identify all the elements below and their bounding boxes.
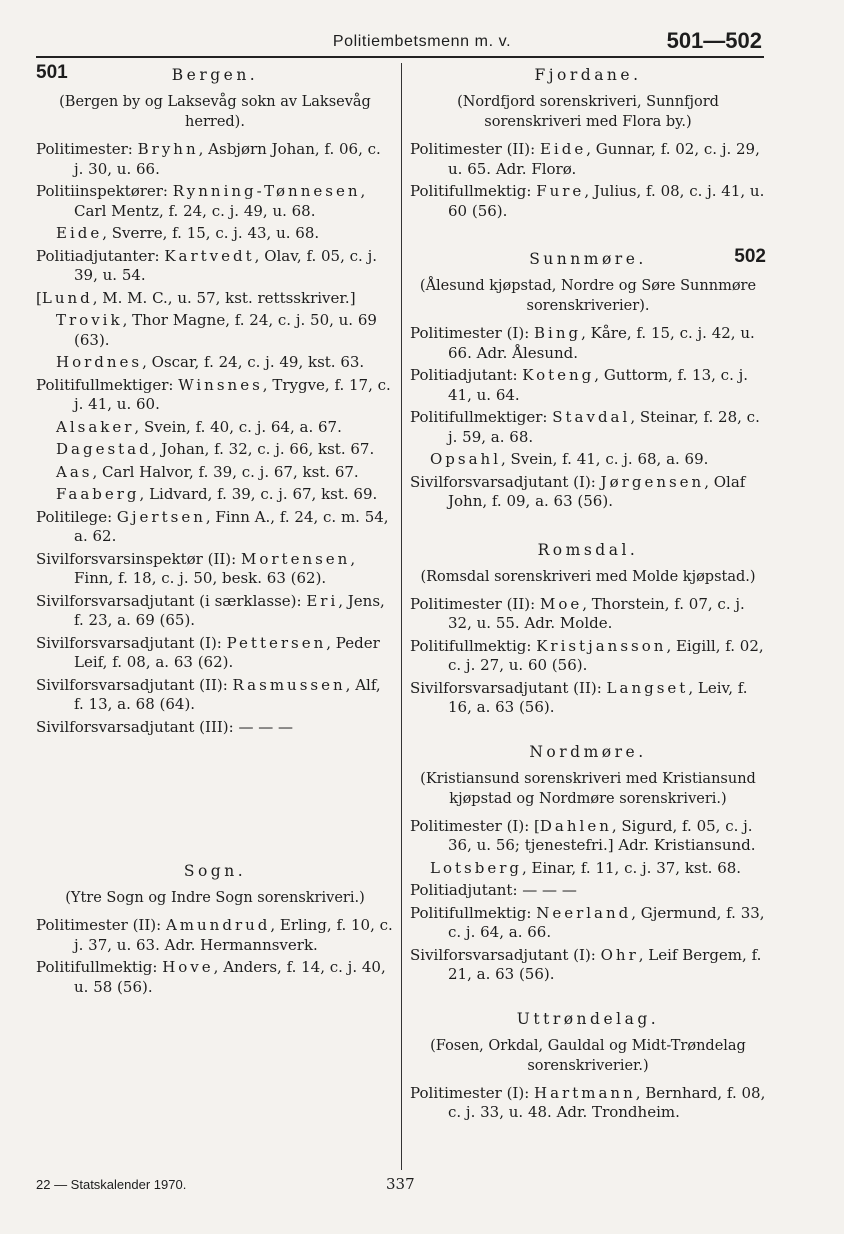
entry-bracket: [	[36, 288, 42, 307]
section-title: Sunnmøre.	[529, 250, 647, 268]
entry-label: Sivilforsvarsinspektør (II):	[36, 549, 241, 568]
entry-details: , Leif Bergem, f. 21, a. 63 (56).	[448, 945, 762, 983]
entry-details: , Finn, f. 18, c. j. 50, besk. 63 (62).	[74, 549, 356, 587]
entry-details: , Gjermund, f. 33, c. j. 64, a. 66.	[448, 903, 765, 941]
entry-label: Politimester (II):	[36, 916, 166, 934]
entry-surname: Jørgensen	[600, 472, 705, 491]
entry-label: Sivilforsvarsadjutant (II):	[410, 678, 607, 697]
section-subtitle: (Ålesund kjøpstad, Nordre og Søre Sunnmøre sorenskriverier).	[419, 278, 757, 314]
section-subtitle: (Nordfjord sorenskriveri, Sunnfjord sorenskriveri med Flora by.)	[457, 94, 719, 130]
section-number: 502	[734, 246, 766, 267]
entry-surname: Mortensen	[240, 549, 351, 568]
entry-list-bergen	[36, 140, 394, 737]
entry-surname: Trovik	[56, 311, 123, 329]
entry-surname: Bing	[534, 324, 582, 342]
entry-surname: Kristjansson	[536, 636, 667, 655]
entry-surname: Alsaker	[56, 417, 135, 436]
entry-details: , Thorstein, f. 07, c. j. 32, u. 55. Adr. Molde.	[448, 594, 745, 632]
entry-surname: Rasmussen	[232, 675, 346, 694]
section-subtitle: (Bergen by og Laksevåg sokn av Laksevåg herred).	[59, 94, 371, 130]
section-heading-bergen	[36, 62, 394, 88]
entry-surname: Opsahl	[430, 450, 501, 468]
personnel-entry	[410, 473, 766, 512]
entry-surname: Gjertsen	[116, 507, 206, 526]
entry-label: Sivilforsvarsadjutant (I):	[410, 472, 601, 491]
entry-details: , Svein, f. 40, c. j. 64, a. 67.	[134, 417, 342, 436]
section-title: Fjordane.	[534, 66, 642, 84]
section-title: Uttrøndelag.	[516, 1009, 660, 1028]
personnel-entry	[410, 1084, 766, 1123]
entry-label: Politiinspektører:	[36, 182, 173, 200]
entry-surname: Pettersen	[226, 633, 327, 652]
entry-surname: Hove	[162, 958, 214, 976]
entry-list-fjordane	[410, 140, 766, 221]
personnel-entry	[36, 182, 394, 221]
entry-details: , Olav, f. 05, c. j. 39, u. 54.	[74, 246, 377, 284]
entry-label: Politifullmektiger:	[36, 375, 179, 394]
entry-details: , M. M. C., u. 57, kst. rettsskriver.]	[92, 288, 356, 307]
personnel-entry	[36, 289, 394, 309]
entry-label: Sivilforsvarsadjutant (i særklasse):	[36, 591, 307, 610]
entry-surname: Stavdal	[552, 408, 631, 426]
left-column	[36, 62, 394, 1000]
section-heading-fjordane	[410, 62, 766, 88]
entry-label: Politilege:	[36, 507, 117, 526]
entry-surname: Lotsberg	[430, 858, 522, 877]
entry-surname: Aas	[56, 462, 93, 481]
entry-label: Politifullmektig:	[410, 182, 537, 200]
entry-bracket: [	[534, 816, 540, 835]
entry-surname: Hordnes	[56, 353, 143, 371]
entry-details: , Gunnar, f. 02, c. j. 29, u. 65. Adr. Florø.	[448, 140, 760, 178]
entry-surname: Koteng	[522, 366, 595, 384]
entry-details: , Jens, f. 23, a. 69 (65).	[74, 591, 385, 629]
entry-surname: Kartvedt	[164, 246, 255, 265]
section-subtitle: (Fosen, Orkdal, Gauldal og Midt-Trøndelag sorenskriverier.)	[430, 1037, 746, 1074]
entry-surname: Hartmann	[534, 1083, 636, 1102]
entry-label: Politifullmektig:	[36, 958, 163, 976]
entry-details: , Julius, f. 08, c. j. 41, u. 60 (56).	[448, 182, 765, 220]
entry-surname: Amundrud	[165, 916, 271, 934]
personnel-entry	[410, 140, 766, 179]
entry-label: Sivilforsvarsadjutant (I):	[410, 945, 601, 964]
entry-details: , Finn A., f. 24, c. m. 54, a. 62.	[74, 507, 389, 545]
entry-label: Sivilforsvarsadjutant (I):	[36, 633, 227, 652]
personnel-entry	[36, 916, 394, 955]
entry-details: — — —	[238, 717, 294, 736]
entry-list-sunnmore	[410, 324, 766, 512]
entry-label: Politimester (I):	[410, 324, 535, 342]
personnel-entry	[36, 634, 394, 673]
entry-list-uttrondelag	[410, 1084, 766, 1123]
entry-label: Politifullmektiger:	[410, 408, 553, 426]
personnel-entry	[36, 718, 394, 738]
personnel-entry	[410, 679, 766, 718]
personnel-entry	[36, 376, 394, 415]
personnel-entry	[36, 508, 394, 547]
section-heading-romsdal	[410, 537, 766, 563]
entry-details: , Eigill, f. 02, c. j. 27, u. 60 (56).	[448, 636, 764, 674]
personnel-entry	[36, 676, 394, 715]
entry-details: , Bernhard, f. 08, c. j. 33, u. 48. Adr. Trondheim.	[448, 1083, 766, 1121]
entry-label: Sivilforsvarsadjutant (II):	[36, 675, 233, 694]
entry-label: Politimester:	[36, 140, 138, 158]
entry-surname: Moe	[539, 594, 583, 613]
personnel-entry	[410, 946, 766, 985]
entry-surname: Bryhn	[137, 140, 199, 158]
section-title: Sogn.	[183, 862, 247, 880]
entry-label: Sivilforsvarsadjutant (III):	[36, 717, 239, 736]
personnel-entry	[410, 450, 766, 470]
entry-details: , Sigurd, f. 05, c. j. 36, u. 56; tjenestefri.] Adr. Kristiansund.	[448, 816, 756, 854]
entry-label: Politimester (I):	[410, 816, 535, 835]
section-title: Nordmøre.	[529, 742, 647, 761]
personnel-entry	[36, 140, 394, 179]
entry-details: , Lidvard, f. 39, c. j. 67, kst. 69.	[139, 485, 378, 503]
running-header-title: Politiembetsmenn m. v.	[332, 33, 512, 50]
section-title: Romsdal.	[537, 540, 639, 559]
entry-details: , Erling, f. 10, c. j. 37, u. 63. Adr. Hermannsverk.	[74, 916, 393, 954]
running-header-page-range: 501—502	[666, 28, 762, 53]
entry-details: , Steinar, f. 28, c. j. 59, a. 68.	[448, 408, 760, 446]
entry-details: , Peder Leif, f. 08, a. 63 (62).	[74, 633, 380, 671]
entry-details: , Olaf John, f. 09, a. 63 (56).	[448, 472, 746, 510]
entry-details: , Svein, f. 41, c. j. 68, a. 69.	[501, 450, 709, 468]
entry-details: , Trygve, f. 17, c. j. 41, u. 60.	[74, 375, 391, 413]
entry-label: Politiadjutanter:	[36, 246, 165, 265]
entry-label: Politimester (II):	[410, 594, 540, 613]
section-heading-sogn	[36, 858, 394, 884]
entry-details: , Guttorm, f. 13, c. j. 41, u. 64.	[448, 366, 749, 404]
entry-details: , Carl Halvor, f. 39, c. j. 67, kst. 67.	[92, 462, 359, 481]
entry-details: , Einar, f. 11, c. j. 37, kst. 68.	[521, 858, 742, 877]
personnel-entry	[410, 366, 766, 405]
personnel-entry	[36, 311, 394, 350]
entry-surname: Fure	[536, 182, 585, 200]
header-rule	[36, 56, 764, 58]
personnel-entry	[36, 550, 394, 589]
personnel-entry	[36, 592, 394, 631]
entry-details: , Kåre, f. 15, c. j. 42, u. 66. Adr. Ålesund.	[448, 324, 755, 362]
footer-source: 22 — Statskalender 1970.	[36, 1177, 187, 1192]
personnel-entry	[36, 353, 394, 373]
entry-details: — — —	[522, 881, 577, 899]
entry-surname: Ohr	[600, 945, 639, 964]
section-heading-uttrondelag	[410, 1006, 766, 1032]
personnel-entry	[410, 817, 766, 856]
entry-surname: Rynning-Tønnesen	[172, 182, 361, 200]
personnel-entry	[410, 859, 766, 879]
entry-surname: Faaberg	[56, 485, 140, 503]
personnel-entry	[36, 440, 394, 460]
entry-label: Politimester (I):	[410, 1083, 535, 1102]
personnel-entry	[36, 958, 394, 997]
entry-list-nordmore	[410, 817, 766, 985]
entry-details: , Carl Mentz, f. 24, c. j. 49, u. 68.	[74, 182, 366, 220]
entry-label: Politimester (II):	[410, 140, 540, 158]
personnel-entry	[36, 224, 394, 244]
right-column	[410, 62, 766, 1126]
entry-surname: Eide	[539, 140, 587, 158]
entry-surname: Dahlen	[539, 816, 612, 835]
personnel-entry	[410, 881, 766, 901]
entry-surname: Eide	[56, 224, 103, 242]
personnel-entry	[36, 418, 394, 438]
section-number: 501	[36, 62, 68, 83]
entry-details: , Asbjørn Johan, f. 06, c. j. 30, u. 66.	[74, 140, 381, 178]
page-number: 337	[386, 1175, 415, 1193]
section-title: Bergen.	[171, 66, 259, 84]
entry-label: Politifullmektig:	[410, 636, 537, 655]
entry-details: , Anders, f. 14, c. j. 40, u. 58 (56).	[74, 958, 386, 996]
entry-details: , Johan, f. 32, c. j. 66, kst. 67.	[151, 440, 375, 458]
section-subtitle: (Ytre Sogn og Indre Sogn sorenskriveri.)	[65, 890, 365, 906]
personnel-entry	[36, 247, 394, 286]
section-subtitle: (Romsdal sorenskriveri med Molde kjøpstad.)	[420, 568, 756, 585]
column-divider	[401, 63, 402, 1170]
entry-label: Politifullmektig:	[410, 903, 537, 922]
entry-details: , Sverre, f. 15, c. j. 43, u. 68.	[102, 224, 320, 242]
entry-details: , Oscar, f. 24, c. j. 49, kst. 63.	[142, 353, 365, 371]
personnel-entry	[410, 595, 766, 634]
personnel-entry	[410, 324, 766, 363]
section-heading-nordmore	[410, 739, 766, 765]
section-subtitle: (Kristiansund sorenskriveri med Kristiansund kjøpstad og Nordmøre sorenskriveri.)	[420, 770, 756, 807]
entry-label: Politiadjutant:	[410, 881, 523, 899]
entry-surname: Winsnes	[178, 375, 263, 394]
personnel-entry	[36, 463, 394, 483]
entry-label: Politiadjutant:	[410, 366, 523, 384]
entry-details: , Thor Magne, f. 24, c. j. 50, u. 69 (63).	[74, 311, 377, 349]
entry-details: , Leiv, f. 16, a. 63 (56).	[448, 678, 748, 716]
personnel-entry	[410, 904, 766, 943]
entry-details: , Alf, f. 13, a. 68 (64).	[74, 675, 381, 713]
entry-surname: Eri	[306, 591, 339, 610]
personnel-entry	[410, 408, 766, 447]
section-heading-sunnmore	[410, 246, 766, 272]
entry-surname: Neerland	[536, 903, 632, 922]
entry-surname: Lund	[41, 288, 93, 307]
entry-surname: Dagestad	[56, 440, 152, 458]
entry-list-sogn	[36, 916, 394, 997]
entry-surname: Langset	[606, 678, 689, 697]
personnel-entry	[410, 182, 766, 221]
personnel-entry	[36, 485, 394, 505]
personnel-entry	[410, 637, 766, 676]
entry-list-romsdal	[410, 595, 766, 718]
